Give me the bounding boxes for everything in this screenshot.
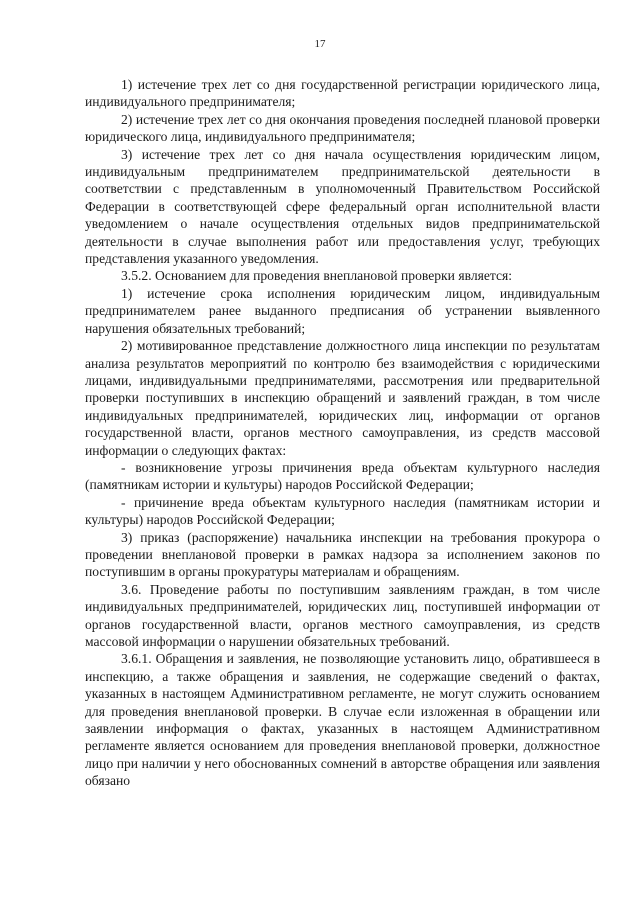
document-body xyxy=(85,76,600,790)
paragraph-ground-1: 1) истечение срока исполнения юридическим лицом, индивидуальным предпринимателем ранее выданного предписания об устранении выявленного нарушения обязательных требований; xyxy=(85,285,600,336)
paragraph-item-2: 2) истечение трех лет со дня окончания проведения последней плановой проверки юридического лица, индивидуального предпринимателя; xyxy=(85,111,600,145)
paragraph-bullet-harm: - причинение вреда объектам культурного наследия (памятникам истории и культуры) народов Российской Федерации; xyxy=(85,494,600,528)
paragraph-section-3-6: 3.6. Проведение работы по поступившим заявлениям граждан, в том числе индивидуальных предпринимателей, юридических лиц, поступившей информации от органов государственной власти, органов местного самоуправления, из средств массовой информации о нарушении обязательных требований. xyxy=(85,581,600,649)
paragraph-item-3: 3) истечение трех лет со дня начала осуществления юридическим лицом, индивидуальным предпринимателем предпринимательской деятельности в соответствии с представленным в уполномоченный Правительством Российской Федерации в соответствующей сфере федеральный орган исполнительной власти уведомлением о начале осуществления отдельных видов предпринимательской деятельности в случае выполнения работ или предоставления услуг, требующих представления указанного уведомления. xyxy=(85,146,600,267)
paragraph-ground-2: 2) мотивированное представление должностного лица инспекции по результатам анализа результатов мероприятий по контролю без взаимодействия с юридическими лицами, индивидуальными предпринимателями, рассмотрения или предварительной проверки поступивших в инспекцию обращений и заявлений граждан, в том числе индивидуальных предпринимателей, юридических лиц, информации от органов государственной власти, органов местного самоуправления, из средств массовой информации о следующих фактах: xyxy=(85,338,600,458)
paragraph-section-3-6-1: 3.6.1. Обращения и заявления, не позволяющие установить лицо, обратившееся в инспекцию, а также обращения и заявления, не содержащие сведений о фактах, указанных в настоящем Административном регламенте, не могут служить основанием для проведения внеплановой проверки. В случае если изложенная в обращении или заявлении информация о фактах, указанных в настоящем Административном регламенте является основанием для проведения внеплановой проверки, должностное лицо при наличии у него обоснованных сомнений в авторстве обращения или заявления обязано xyxy=(85,651,600,789)
paragraph-bullet-threat: - возникновение угрозы причинения вреда объектам культурного наследия (памятникам истории и культуры) народов Российской Федерации; xyxy=(85,459,600,493)
paragraph-section-3-5-2: 3.5.2. Основанием для проведения внеплановой проверки является: xyxy=(121,268,513,284)
paragraph-item-1: 1) истечение трех лет со дня государственной регистрации юридического лица, индивидуального предпринимателя; xyxy=(85,77,600,110)
page-number: 17 xyxy=(314,38,326,50)
paragraph-ground-3: 3) приказ (распоряжение) начальника инспекции на требования прокурора о проведении внеплановой проверки в рамках надзора за исполнением законов по поступившим в органы прокуратуры материалам и обращениям. xyxy=(85,529,600,580)
